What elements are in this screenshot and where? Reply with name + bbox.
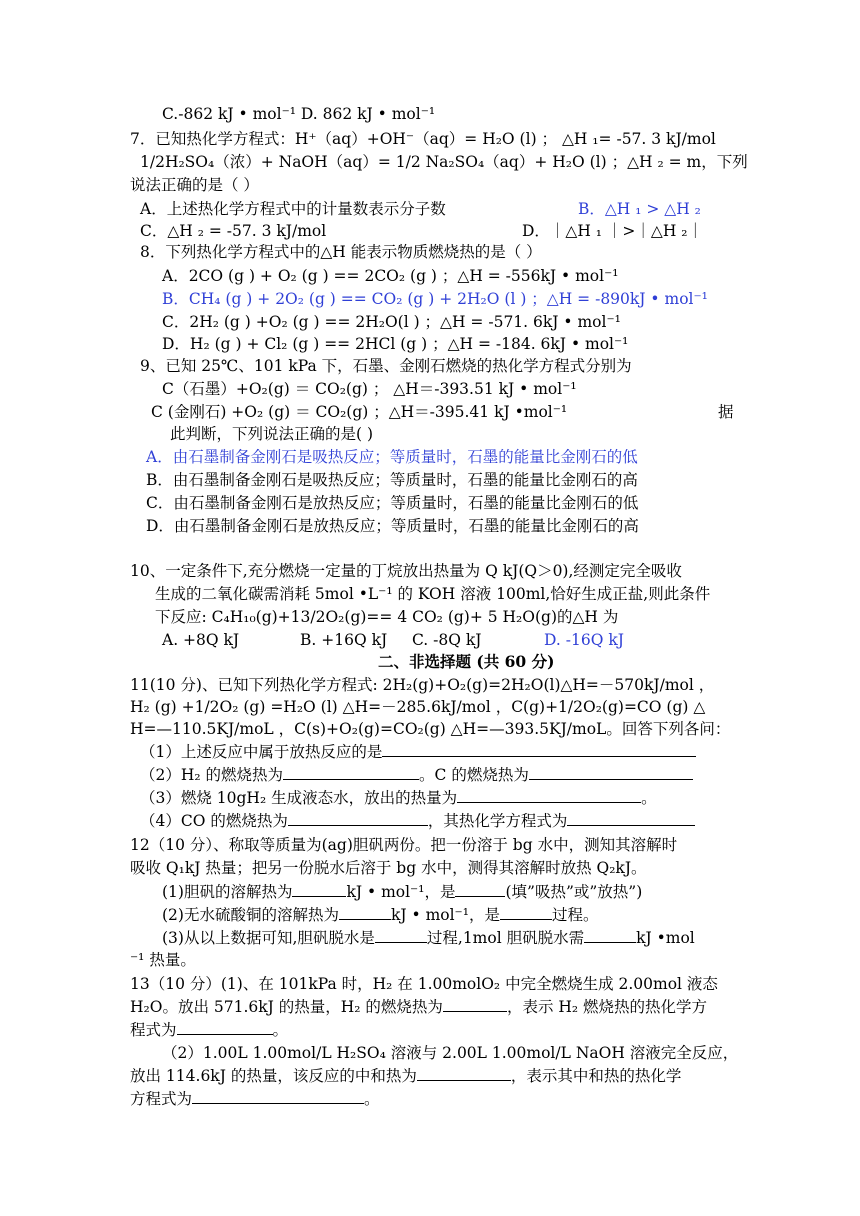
q11-stem-line1: 11(10 分)、已知下列热化学方程式: 2H₂(g)+O₂(g)=2H₂O(l)△H=－570kJ/mol ， — [130, 676, 715, 694]
q12-part2 — [162, 905, 598, 925]
q12-stem-line2: 吸收 Q₁kJ 热量；把另一份脱水后溶于 bg 水中，测得其溶解时放热 Q₂kJ。 — [130, 859, 647, 877]
q8-option-a: A．2CO (g ) + O₂ (g ) == 2CO₂ (g ) ；△H = -556kJ • mol⁻¹ — [162, 267, 619, 285]
q12-part1-text-c: (填”吸热”或”放热”) — [505, 883, 643, 901]
q13-stem-line1: 13（10 分）(1)、在 101kPa 时，H₂ 在 1.00molO₂ 中完全燃烧生成 2.00mol 液态 — [130, 975, 718, 993]
q8-option-b: B．CH₄ (g ) + 2O₂ (g ) == CO₂ (g ) + 2H₂O (l ) ；△H = -890kJ • mol⁻¹ — [162, 290, 708, 308]
q11-part3 — [140, 788, 657, 808]
q9-stem: 9、已知 25℃、101 kPa 下，石墨、金刚石燃烧的热化学方程式分别为 — [140, 357, 632, 375]
q13-text-end: 。 — [272, 1021, 289, 1039]
q9-option-b: B．由石墨制备金刚石是吸热反应；等质量时，石墨的能量比金刚石的高 — [146, 471, 638, 489]
q13-part2-text-c: 方程式为 — [130, 1090, 193, 1108]
q10-stem-line1: 10、一定条件下,充分燃烧一定量的丁烷放出热量为 Q kJ(Q＞0),经测定完全吸收 — [130, 562, 682, 580]
answer-blank[interactable] — [382, 742, 696, 757]
q13-part2-text: 放出 114.6kJ 的热量，该反应的中和热为 — [130, 1067, 417, 1085]
q12-part3-text-b: 过程,1mol 胆矾脱水需 — [426, 929, 585, 947]
q9-question: 此判断，下列说法正确的是( ) — [170, 425, 374, 443]
q12-part1-text: (1)胆矾的溶解热为 — [162, 883, 293, 901]
answer-blank[interactable] — [192, 1089, 364, 1104]
section-heading: 二、非选择题 (共 60 分) — [378, 652, 555, 671]
answer-blank[interactable] — [339, 905, 391, 920]
q9-eq-graphite: C（石墨）+O₂(g) ＝ CO₂(g) ； △H＝-393.51 kJ • mol⁻¹ — [162, 380, 577, 398]
q7-option-d: D．｜△H ₁ ｜>｜△H ₂｜ — [522, 222, 703, 240]
q11-part3-end: 。 — [641, 789, 657, 807]
q13-text: H₂O。放出 571.6kJ 的热量，H₂ 的燃烧热为 — [130, 998, 443, 1016]
answer-blank[interactable] — [500, 905, 552, 920]
q9-stem-tail: 据 — [718, 403, 734, 421]
answer-blank[interactable] — [455, 882, 505, 897]
q10-option-d: D. -16Q kJ — [544, 631, 624, 649]
q8-option-c: C．2H₂ (g ) +O₂ (g ) == 2H₂O(l ) ；△H = -571. 6kJ • mol⁻¹ — [162, 313, 621, 331]
q11-stem-line2: H₂ (g) +1/2O₂ (g) =H₂O (l) △H=－285.6kJ/mol ，C(g)+1/2O₂(g)=CO (g) △ — [130, 698, 706, 716]
q10-option-c: C. -8Q kJ — [412, 631, 482, 649]
q10-option-b: B. +16Q kJ — [300, 631, 388, 649]
q13-part2-line2 — [130, 1066, 681, 1086]
q12-stem-line1: 12（10 分）、称取等质量为(ag)胆矾两份。把一份溶于 bg 水中，测知其溶解时 — [130, 836, 678, 854]
q9-option-a: A．由石墨制备金刚石是吸热反应；等质量时，石墨的能量比金刚石的低 — [146, 448, 638, 466]
answer-blank[interactable] — [529, 765, 693, 780]
q12-part3-text-c: kJ •mol — [636, 929, 695, 947]
q12-part2-text: (2)无水硫酸铜的溶解热为 — [162, 906, 339, 924]
q7-stem-line3: 说法正确的是（ ） — [130, 176, 259, 194]
answer-blank[interactable] — [292, 882, 346, 897]
q13-part2-end: 。 — [364, 1090, 380, 1108]
answer-blank[interactable] — [417, 1066, 511, 1081]
q13-stem-line2 — [130, 997, 707, 1017]
q10-option-a: A. +8Q kJ — [162, 631, 240, 649]
q13-part2-text-b: ，表示其中和热的热化学 — [510, 1067, 682, 1085]
q12-part1 — [162, 882, 642, 902]
answer-blank[interactable] — [177, 1020, 273, 1035]
q11-part2-text: （2）H₂ 的燃烧热为 — [140, 766, 284, 784]
q7-option-b: B．△H ₁ > △H ₂ — [578, 200, 701, 218]
answer-blank[interactable] — [375, 928, 427, 943]
q13-part2-line1: （2）1.00L 1.00mol/L H₂SO₄ 溶液与 2.00L 1.00mol/L NaOH 溶液完全反应， — [162, 1044, 739, 1062]
q13-text-b: ，表示 H₂ 燃烧热的热化学方 — [506, 998, 708, 1016]
q12-part1-text-b: kJ • mol⁻¹，是 — [346, 883, 456, 901]
q7-option-c: C．△H ₂ = -57. 3 kJ/mol — [140, 222, 327, 240]
answer-blank[interactable] — [584, 928, 636, 943]
q9-eq-diamond: C (金刚石) +O₂ (g) ＝ CO₂(g) ；△H＝-395.41 kJ •mol⁻¹ — [151, 403, 568, 421]
q11-part4-text-b: ，其热化学方程式为 — [427, 812, 568, 830]
q13-part2-line3 — [130, 1089, 380, 1109]
q13-stem-line3 — [130, 1020, 288, 1040]
q12-part3-text: (3)从以上数据可知,胆矾脱水是 — [162, 929, 375, 947]
q9-option-c: C．由石墨制备金刚石是放热反应；等质量时，石墨的能量比金刚石的低 — [146, 494, 639, 512]
answer-blank[interactable] — [457, 788, 641, 803]
q11-part4 — [140, 811, 695, 831]
q10-stem-line3: 下反应: C₄H₁₀(g)+13/2O₂(g)== 4 CO₂ (g)+ 5 H₂O(g)的△H 为 — [155, 608, 619, 626]
q11-part3-text: （3）燃烧 10gH₂ 生成液态水，放出的热量为 — [140, 789, 458, 807]
q11-stem-line3: H=—110.5KJ/moL ，C(s)+O₂(g)=CO₂(g) △H=—393.5KJ/moL。回答下列各问： — [130, 720, 731, 738]
q12-part2-text-b: kJ • mol⁻¹，是 — [390, 906, 500, 924]
q13-text-c: 程式为 — [130, 1021, 177, 1039]
answer-blank[interactable] — [567, 811, 695, 826]
q12-part3-tail: ⁻¹ 热量。 — [130, 951, 196, 969]
q11-part1 — [140, 742, 696, 762]
q12-part3 — [162, 928, 695, 948]
q7-option-a: A．上述热化学方程式中的计量数表示分子数 — [140, 200, 446, 218]
answer-blank[interactable] — [283, 765, 419, 780]
q6-options-cd: C.-862 kJ • mol⁻¹ D. 862 kJ • mol⁻¹ — [162, 105, 436, 123]
q11-part1-text: （1）上述反应中属于放热反应的是 — [140, 743, 383, 761]
q8-option-d: D．H₂ (g ) + Cl₂ (g ) == 2HCl (g ) ；△H = -184. 6kJ • mol⁻¹ — [162, 335, 629, 353]
q9-option-d: D．由石墨制备金刚石是放热反应；等质量时，石墨的能量比金刚石的高 — [146, 517, 639, 535]
q11-part4-text: （4）CO 的燃烧热为 — [140, 812, 288, 830]
q10-stem-line2: 生成的二氧化碳需消耗 5mol •L⁻¹ 的 KOH 溶液 100ml,恰好生成正盐,则此条件 — [155, 585, 711, 603]
q8-stem: 8．下列热化学方程式中的△H 能表示物质燃烧热的是（ ） — [140, 243, 542, 261]
q7-stem-line2: 1/2H₂SO₄（浓）+ NaOH（aq）= 1/2 Na₂SO₄（aq）+ H₂O (l) ；△H ₂ = m，下列 — [140, 153, 748, 171]
q12-part2-text-c: 过程。 — [551, 906, 599, 924]
q11-part2-text-b: 。C 的燃烧热为 — [419, 766, 529, 784]
q7-stem-line1: 7．已知热化学方程式：H⁺（aq）+OH⁻（aq）= H₂O (l) ； △H ₁= -57. 3 kJ/mol — [130, 130, 716, 148]
answer-blank[interactable] — [443, 997, 507, 1012]
q11-part2 — [140, 765, 693, 785]
answer-blank[interactable] — [288, 811, 428, 826]
